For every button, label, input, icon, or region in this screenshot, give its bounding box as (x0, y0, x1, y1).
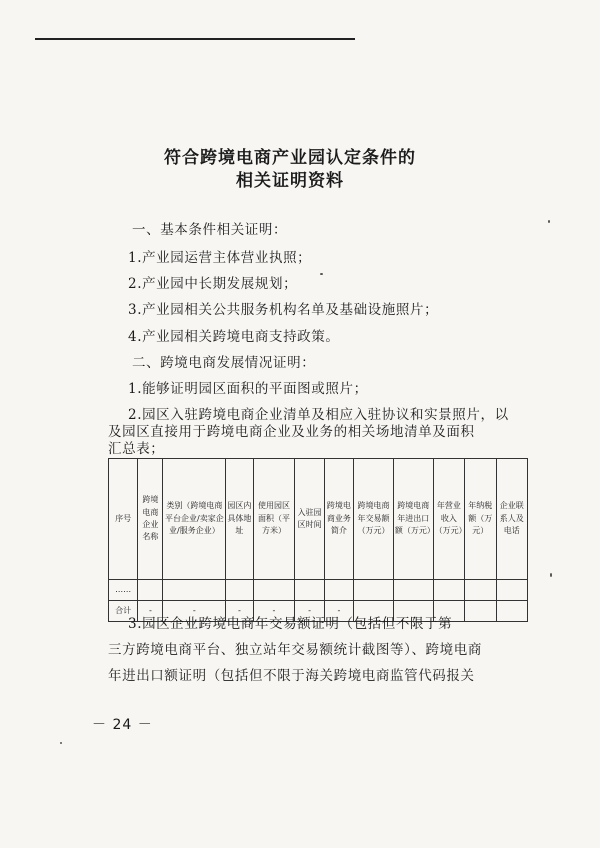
page-number: － 24 － (92, 717, 153, 733)
table-header-cell: 年营业收入（万元） (433, 459, 464, 580)
table-cell: …… (109, 580, 138, 601)
scan-speck (320, 273, 323, 275)
table-header-cell: 跨境电商业务简介 (324, 459, 353, 580)
list-item: 2.园区入驻跨境电商企业清单及相应入驻协议和实景照片，以 (128, 407, 509, 423)
table-header-cell: 使用园区面积（平方米） (253, 459, 295, 580)
section-heading: 二、跨境电商发展情况证明： (132, 355, 316, 371)
list-item: 1.产业园运营主体营业执照； (128, 250, 312, 266)
list-item: 3.产业园相关公共服务机构名单及基础设施照片； (128, 302, 439, 318)
list-item: 3.园区企业跨境电商年交易额证明（包括但不限于第 (128, 616, 453, 632)
table-cell: - (253, 601, 295, 622)
table-cell: - (226, 601, 253, 622)
list-item-continued: 及园区直接用于跨境电商企业及业务的相关场地清单及面积 (108, 424, 475, 440)
section-heading: 一、基本条件相关证明： (132, 222, 288, 238)
table-cell: - (138, 601, 163, 622)
table-cell (295, 580, 324, 601)
table-cell (393, 580, 433, 601)
table-row (109, 580, 528, 601)
table-header-cell: 跨境电商年进出口额（万元） (393, 459, 433, 580)
list-item-continued: 汇总表； (108, 441, 165, 457)
table-cell (465, 580, 496, 601)
table-cell (163, 580, 226, 601)
scan-speck (548, 220, 550, 223)
document-title-line1: 符合跨境电商产业园认定条件的 (164, 148, 416, 168)
table-cell (354, 580, 394, 601)
table-header-cell: 年纳税额（万元） (465, 459, 496, 580)
table-cell: 合计 (109, 601, 138, 622)
table-cell: - (324, 601, 353, 622)
table-cell: - (163, 601, 226, 622)
list-item: 2.产业园中长期发展规划； (128, 276, 298, 292)
table-cell (138, 580, 163, 601)
table-header-cell: 类别（跨境电商平台企业/卖家企业/服务企业） (163, 459, 226, 580)
header-rule (35, 38, 355, 40)
list-item: 1.能够证明园区面积的平面图或照片； (128, 381, 368, 397)
table-cell (226, 580, 253, 601)
list-item-continued: 年进出口额证明（包括但不限于海关跨境电商监管代码报关 (108, 668, 475, 684)
table-cell (324, 580, 353, 601)
table-header-cell: 入驻园区时间 (295, 459, 324, 580)
table-cell (465, 601, 496, 622)
table-cell (496, 580, 527, 601)
table-header-row (109, 459, 528, 580)
table-cell (433, 580, 464, 601)
document-title-line2: 相关证明资料 (236, 171, 344, 191)
scan-speck (550, 573, 552, 577)
scan-speck (60, 742, 62, 744)
list-item: 4.产业园相关跨境电商支持政策。 (128, 329, 340, 345)
list-item-continued: 三方跨境电商平台、独立站年交易额统计截图等）、跨境电商 (108, 642, 482, 658)
table-cell (496, 601, 527, 622)
table-cell (253, 580, 295, 601)
table-header-cell: 企业联系人及电话 (496, 459, 527, 580)
table-header-cell: 跨境电商企业名称 (138, 459, 163, 580)
table-header-cell: 园区内具体地址 (226, 459, 253, 580)
table-header-cell: 序号 (109, 459, 138, 580)
table-cell: - (295, 601, 324, 622)
enterprise-list-table (108, 458, 528, 622)
table-header-cell: 跨境电商年交易额（万元） (354, 459, 394, 580)
